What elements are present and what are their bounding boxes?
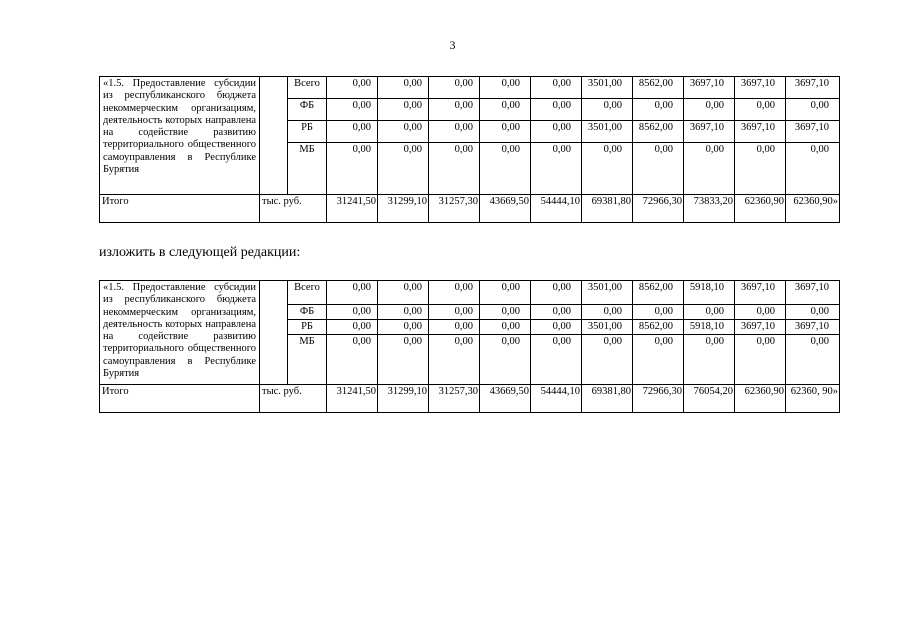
amount-cell: 3697,10: [735, 320, 786, 335]
amount-cell: 3501,00: [582, 77, 633, 99]
amount-cell: 0,00: [531, 121, 582, 143]
amount-cell: 0,00: [378, 281, 429, 305]
total-amount-cell: 31241,50: [327, 385, 378, 413]
amount-cell: 3697,10: [684, 77, 735, 99]
amount-cell: 0,00: [480, 143, 531, 195]
amount-cell: 0,00: [429, 99, 480, 121]
item-description: «1.5. Предоставление субсидии из республиканского бюджета некоммерческим организациям, деятельность которых направлена на содействие развитию территориального общественного самоуправления в Республике Бурятия: [100, 281, 260, 385]
item-description: «1.5. Предоставление субсидии из республиканского бюджета некоммерческим организациям, деятельность которых направлена на содействие развитию территориального общественного самоуправления в Республике Бурятия: [100, 77, 260, 195]
amount-cell: 0,00: [327, 99, 378, 121]
amount-cell: 0,00: [735, 305, 786, 320]
total-amount-cell: 62360,90»: [786, 195, 840, 223]
amount-cell: 0,00: [531, 143, 582, 195]
amount-cell: 0,00: [429, 281, 480, 305]
unit-label: тыс. руб.: [260, 195, 327, 223]
unit-empty-cell: [260, 281, 288, 385]
amount-cell: 3697,10: [684, 121, 735, 143]
amount-cell: 3697,10: [735, 281, 786, 305]
amount-cell: 0,00: [327, 335, 378, 385]
intro-line: изложить в следующей редакции:: [99, 245, 301, 260]
amount-cell: 0,00: [378, 305, 429, 320]
amount-cell: 0,00: [633, 335, 684, 385]
amount-cell: 0,00: [429, 320, 480, 335]
amount-cell: 0,00: [633, 99, 684, 121]
funding-source-label: РБ: [288, 320, 327, 335]
amount-cell: 0,00: [735, 143, 786, 195]
total-amount-cell: 76054,20: [684, 385, 735, 413]
amount-cell: 0,00: [786, 305, 840, 320]
funding-source-label: РБ: [288, 121, 327, 143]
amount-cell: 0,00: [684, 143, 735, 195]
amount-cell: 0,00: [582, 335, 633, 385]
amount-cell: 0,00: [684, 335, 735, 385]
total-amount-cell: 62360,90: [735, 385, 786, 413]
amount-cell: 0,00: [735, 99, 786, 121]
budget-table-old: [99, 76, 840, 223]
funding-source-label: МБ: [288, 143, 327, 195]
total-row: [100, 195, 840, 223]
amount-cell: 3697,10: [735, 121, 786, 143]
funding-source-label: Всего: [288, 281, 327, 305]
amount-cell: 0,00: [684, 305, 735, 320]
amount-cell: 5918,10: [684, 320, 735, 335]
amount-cell: 8562,00: [633, 281, 684, 305]
amount-cell: 0,00: [378, 320, 429, 335]
amount-cell: 0,00: [480, 99, 531, 121]
amount-cell: 3697,10: [786, 281, 840, 305]
amount-cell: 0,00: [327, 305, 378, 320]
amount-cell: 0,00: [429, 143, 480, 195]
amount-cell: 0,00: [480, 305, 531, 320]
funding-source-label: ФБ: [288, 99, 327, 121]
amount-cell: 0,00: [633, 305, 684, 320]
total-row: [100, 385, 840, 413]
amount-cell: 3697,10: [786, 77, 840, 99]
amount-cell: 0,00: [378, 77, 429, 99]
amount-cell: 0,00: [786, 99, 840, 121]
amount-cell: 0,00: [327, 281, 378, 305]
amount-cell: 0,00: [582, 99, 633, 121]
amount-cell: 0,00: [480, 281, 531, 305]
amount-cell: 0,00: [531, 281, 582, 305]
amount-cell: 0,00: [327, 121, 378, 143]
total-amount-cell: 31241,50: [327, 195, 378, 223]
amount-cell: 3697,10: [786, 121, 840, 143]
total-amount-cell: 72966,30: [633, 385, 684, 413]
total-amount-cell: 62360,90: [735, 195, 786, 223]
total-amount-cell: 43669,50: [480, 195, 531, 223]
amount-cell: 0,00: [429, 305, 480, 320]
amount-cell: 0,00: [378, 143, 429, 195]
amount-cell: 0,00: [480, 77, 531, 99]
amount-cell: 0,00: [378, 99, 429, 121]
table-row: [100, 281, 840, 305]
amount-cell: 0,00: [582, 143, 633, 195]
amount-cell: 0,00: [378, 121, 429, 143]
amount-cell: 0,00: [429, 121, 480, 143]
unit-label: тыс. руб.: [260, 385, 327, 413]
amount-cell: 0,00: [684, 99, 735, 121]
amount-cell: 5918,10: [684, 281, 735, 305]
amount-cell: 3501,00: [582, 121, 633, 143]
amount-cell: 3501,00: [582, 320, 633, 335]
funding-source-label: МБ: [288, 335, 327, 385]
amount-cell: 0,00: [327, 143, 378, 195]
amount-cell: 0,00: [633, 143, 684, 195]
amount-cell: 0,00: [327, 320, 378, 335]
amount-cell: 0,00: [735, 335, 786, 385]
amount-cell: 3697,10: [735, 77, 786, 99]
amount-cell: 0,00: [429, 335, 480, 385]
amount-cell: 0,00: [786, 335, 840, 385]
amount-cell: 0,00: [531, 305, 582, 320]
amount-cell: 0,00: [327, 77, 378, 99]
total-amount-cell: 43669,50: [480, 385, 531, 413]
funding-source-label: Всего: [288, 77, 327, 99]
amount-cell: 0,00: [531, 77, 582, 99]
amount-cell: 8562,00: [633, 77, 684, 99]
amount-cell: 0,00: [786, 143, 840, 195]
amount-cell: 0,00: [378, 335, 429, 385]
total-amount-cell: 62360, 90»: [786, 385, 840, 413]
total-amount-cell: 31257,30: [429, 195, 480, 223]
unit-empty-cell: [260, 77, 288, 195]
total-amount-cell: 69381,80: [582, 385, 633, 413]
amount-cell: 0,00: [480, 335, 531, 385]
amount-cell: 0,00: [480, 121, 531, 143]
total-amount-cell: 72966,30: [633, 195, 684, 223]
total-label: Итого: [100, 195, 260, 223]
budget-table-new: [99, 280, 840, 413]
total-amount-cell: 54444,10: [531, 195, 582, 223]
amount-cell: 8562,00: [633, 121, 684, 143]
total-amount-cell: 54444,10: [531, 385, 582, 413]
amount-cell: 8562,00: [633, 320, 684, 335]
page-number: 3: [449, 38, 456, 52]
funding-source-label: ФБ: [288, 305, 327, 320]
total-amount-cell: 31299,10: [378, 385, 429, 413]
total-amount-cell: 31257,30: [429, 385, 480, 413]
amount-cell: 0,00: [531, 320, 582, 335]
amount-cell: 0,00: [531, 99, 582, 121]
total-amount-cell: 31299,10: [378, 195, 429, 223]
total-amount-cell: 73833,20: [684, 195, 735, 223]
amount-cell: 3697,10: [786, 320, 840, 335]
amount-cell: 0,00: [531, 335, 582, 385]
total-label: Итого: [100, 385, 260, 413]
total-amount-cell: 69381,80: [582, 195, 633, 223]
amount-cell: 0,00: [582, 305, 633, 320]
amount-cell: 0,00: [480, 320, 531, 335]
amount-cell: 0,00: [429, 77, 480, 99]
table-row: [100, 77, 840, 99]
amount-cell: 3501,00: [582, 281, 633, 305]
